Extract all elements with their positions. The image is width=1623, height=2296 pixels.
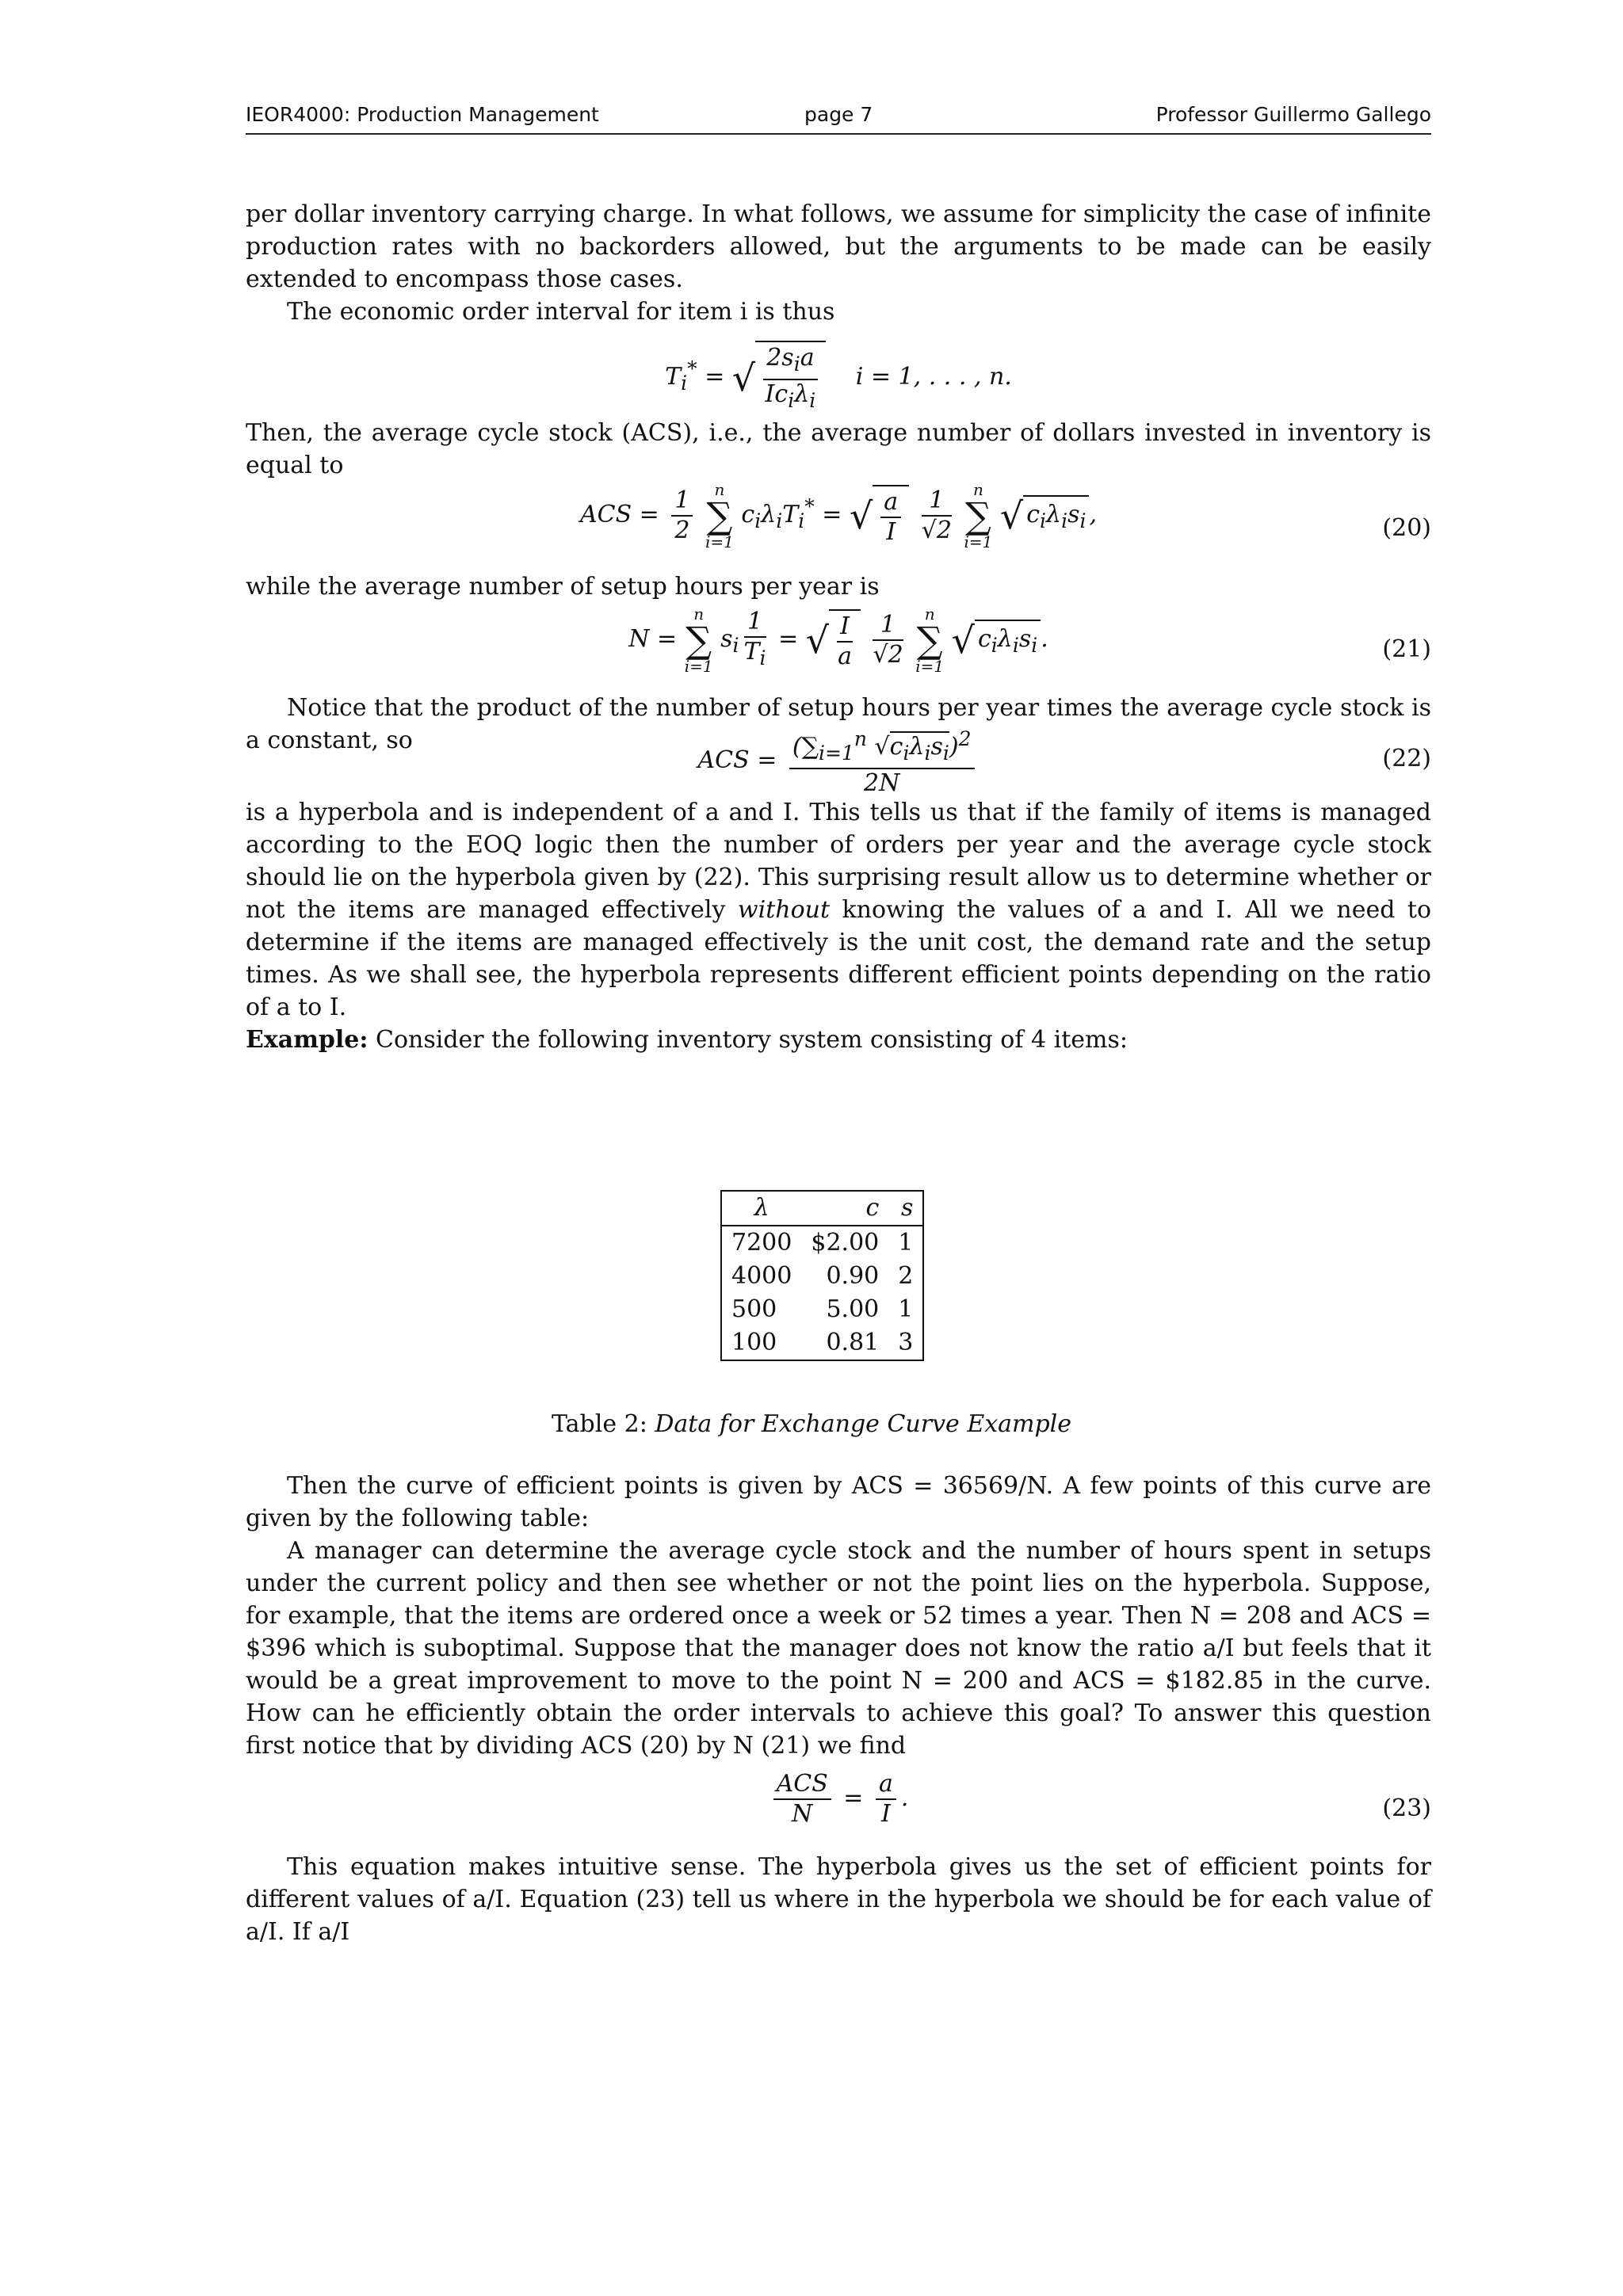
header-page-number: page 7 (804, 103, 873, 126)
paragraph-9: This equation makes intuitive sense. The hyperbola gives us the set of efficient points for different values of a/I. Equation (23) tell us where in the hyperbola we should be for each value of a/I. If a/I (246, 1853, 1431, 1946)
paragraph-6-part-1: is a hyperbola and is independent of a and I. This tells us that if the family of items is managed according to the EOQ logic then the number of orders per year and the average cycle stock should lie on the hyperbola given by (22). This surprising result allow us to determine whether or not the items are managed effectively (246, 799, 1431, 924)
table-row (721, 1326, 923, 1360)
paragraph-6 (246, 796, 1431, 1024)
paragraph-1: per dollar inventory carrying charge. In what follows, we assume for simplicity the case of infinite production rates with no backorders allowed, but the arguments to be made can be easily extended to encompass those cases. (246, 200, 1431, 293)
table-row (721, 1226, 923, 1260)
equation-23: $\frac{\text{ACS}}{N}$ = $\frac{a}{I}$ . (23) (246, 1767, 1431, 1846)
table-cell: 0.81 (826, 1329, 880, 1356)
data-table-wrapper (720, 1190, 924, 1361)
paragraph-7: Then the curve of efficient points is given by ACS = 36569/N. A few points of this curve are given by the following table: (246, 1472, 1431, 1532)
table-row (721, 1293, 923, 1326)
example-text: Consider the following inventory system consisting of 4 items: (368, 1026, 1128, 1054)
table-caption-label: Table 2: (551, 1410, 655, 1438)
equation-22: ACS = $\frac{(\sum_{i=1}^n √c_i\lambda_is_i)^2}{2N}$ (22) (246, 725, 1431, 791)
table-cell: $2.00 (811, 1229, 880, 1257)
table-cell: 1 (898, 1295, 914, 1323)
table-header-cell: s (888, 1191, 923, 1226)
document-body (246, 198, 1431, 1056)
table-caption (0, 1410, 1623, 1438)
equation-20: ACS = $\frac{1}{2}$ n ∑ i=1 $c_i\lambda_iT_i^*$ = √ $\frac{a}{I}$ $\frac{1}{√2}$ n ∑ i=1 √ $c_i\lambda_is_i$ , (20) (579, 480, 1431, 551)
paragraph-6-emphasis: without (737, 896, 831, 924)
equation-23-number: (23) (1382, 1794, 1431, 1822)
paragraph-6-part-2: knowing the values of a and I. All we need to determine if the items are managed effectively is the unit cost, the demand rate and the setup times. As we shall see, the hyperbola represents different efficient points depending on the ratio of a to I. (246, 896, 1432, 1021)
table-cell: 5.00 (826, 1295, 880, 1323)
example-label: Example: (246, 1026, 369, 1054)
document-body-continued (246, 1470, 1431, 1948)
paragraph-8: A manager can determine the average cycle stock and the number of hours spent in setups under the current policy and then see whether or not the point lies on the hyperbola. Suppose, for example, that the items are ordered once a week or 52 times a year. Then N = 208 and ACS = $396 which is suboptimal. Suppose that the manager does not know the ratio a/I but feels that it would be a great improvement to move to the point N = 200 and ACS = $182.85 in the curve. How can he efficiently obtain the order intervals to achieve this goal? To answer this question first notice that by dividing ACS (20) by N (21) we find (246, 1537, 1431, 1760)
equation-21: N = n ∑ i=1 $s_i$ $\frac{1}{T_i}$ = √ $\frac{I}{a}$ $\frac{1}{√2}$ n ∑ i=1 √ $c_i\lambda_is_i$ . (21) (628, 605, 1431, 676)
table-header-cell: λ (721, 1191, 801, 1226)
table-caption-text: Data for Exchange Curve Example (655, 1410, 1072, 1438)
table-cell: 0.90 (826, 1262, 880, 1290)
header-author: Professor Guillermo Gallego (1155, 103, 1431, 126)
table-header-row (721, 1191, 923, 1226)
table-cell: 4000 (731, 1262, 792, 1290)
data-table (720, 1190, 924, 1361)
example-paragraph (246, 1024, 1431, 1056)
equation-20-number: (20) (1382, 514, 1431, 542)
page-header (246, 100, 1431, 135)
paragraph-5: Notice that the product of the number of setup hours per year times the average cycle stock is a constant, so (246, 694, 1431, 754)
equation-order-interval: $T_i^*$ = √ $\frac{2s_ia}{Ic_i\lambda_i}$ i = 1, . . . , n. (246, 333, 1431, 412)
equation-22-number: (22) (1382, 745, 1431, 772)
table-cell: 2 (898, 1262, 914, 1290)
table-cell: 1 (898, 1229, 914, 1257)
paragraph-2: The economic order interval for item i is thus (287, 298, 835, 326)
paragraph-4: while the average number of setup hours per year is (246, 573, 880, 601)
table-cell: 7200 (731, 1229, 792, 1257)
table-cell: 500 (731, 1295, 777, 1323)
table-cell: 100 (731, 1329, 777, 1356)
table-row (721, 1260, 923, 1293)
header-course: IEOR4000: Production Management (246, 103, 599, 126)
equation-21-number: (21) (1382, 635, 1431, 663)
paragraph-3: Then, the average cycle stock (ACS), i.e., the average number of dollars invested in inventory is equal to (246, 419, 1431, 479)
table-header-cell: c (801, 1191, 888, 1226)
table-cell: 3 (898, 1329, 914, 1356)
